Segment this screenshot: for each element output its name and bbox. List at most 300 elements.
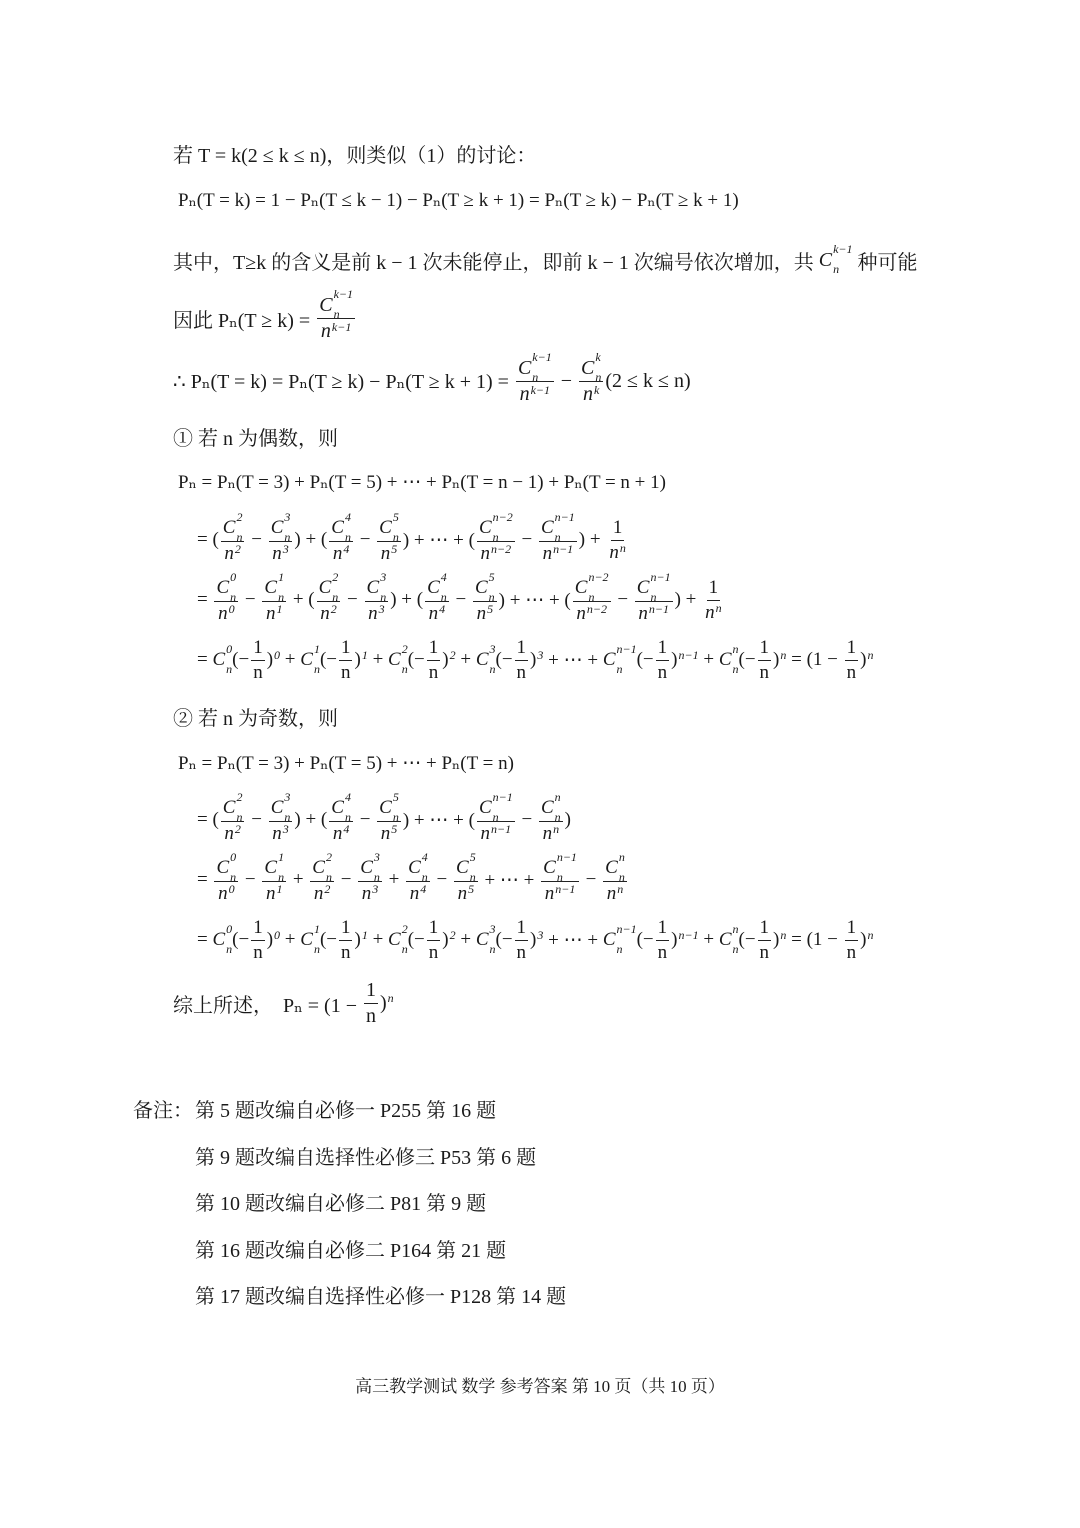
superscript: 1 (313, 642, 320, 656)
symbol-base: ) (380, 991, 387, 1014)
fraction (573, 569, 611, 625)
scripts (650, 569, 671, 604)
math-text: ) + (578, 529, 606, 550)
superscript: 3 (489, 642, 496, 656)
subscript: n (532, 370, 539, 384)
fraction (635, 569, 673, 625)
fraction-numerator (310, 849, 334, 884)
superscript: n−2 (588, 569, 609, 584)
math-text: + (383, 869, 405, 890)
math-text: − (580, 869, 602, 890)
superscript: n (867, 928, 874, 942)
math-symbol (605, 849, 625, 884)
scripts (780, 648, 787, 666)
math-symbol (314, 883, 331, 905)
superscript: 4 (343, 821, 350, 836)
fraction-numerator (269, 509, 293, 544)
math-text: ② 若 n 为奇数，则 (173, 707, 338, 730)
scripts (867, 648, 874, 666)
superscript: n (780, 928, 787, 942)
symbol-base: C (366, 576, 380, 598)
fraction-numerator (758, 637, 772, 661)
math-symbol (478, 789, 513, 824)
text-line (197, 910, 873, 970)
scripts (586, 601, 607, 620)
scripts (469, 849, 476, 884)
math-text: − (342, 589, 363, 610)
fraction-numerator (365, 569, 389, 604)
math-text: 1 (516, 636, 527, 658)
math-symbol (218, 883, 235, 905)
symbol-base: n (332, 542, 343, 564)
scripts (449, 928, 456, 946)
math-text: = (197, 589, 213, 610)
superscript: 1 (278, 569, 285, 584)
scripts (274, 648, 281, 666)
superscript: n−1 (556, 849, 577, 864)
math-symbol (773, 649, 786, 671)
superscript: 4 (343, 541, 350, 556)
math-text: − (431, 869, 452, 890)
superscript: 1 (276, 601, 283, 616)
fraction (310, 849, 334, 905)
fraction-numerator (473, 569, 497, 604)
math-symbol (368, 603, 385, 625)
math-text: 1 (612, 516, 623, 538)
symbol-base: C (540, 796, 554, 818)
math-text: − (612, 589, 633, 610)
superscript: n−2 (491, 541, 512, 556)
math-text: ) + ⋯ + ( (498, 589, 571, 611)
symbol-base: ) (773, 929, 780, 950)
superscript: 3 (284, 509, 291, 524)
math-symbol (818, 242, 853, 276)
superscript: 4 (344, 789, 351, 804)
fraction-numerator (656, 637, 670, 661)
math-symbol (388, 922, 408, 956)
fraction-denominator (216, 882, 237, 905)
math-text: 1 (708, 576, 719, 598)
superscript: 2 (324, 881, 331, 896)
fraction-denominator (251, 661, 265, 684)
superscript: 0 (274, 928, 281, 942)
fraction-numerator (251, 917, 265, 941)
math-symbol (264, 849, 285, 884)
symbol-base: C (388, 929, 401, 950)
superscript: 2 (236, 789, 243, 804)
fraction-denominator (758, 661, 772, 684)
symbol-base: n (609, 541, 619, 563)
fraction (427, 637, 441, 684)
scripts (468, 881, 475, 900)
superscript: 2 (234, 821, 241, 836)
fraction-numerator (707, 577, 721, 601)
math-symbol (300, 922, 320, 956)
scripts (236, 509, 243, 544)
fraction (329, 509, 353, 565)
math-text: Pₙ = Pₙ(T = 3) + Pₙ(T = 5) + ⋯ + Pₙ(T = n − 1) + Pₙ(T = n + 1) (178, 471, 666, 493)
symbol-base: C (264, 856, 278, 878)
symbol-base: C (312, 856, 325, 878)
subscript: n (333, 307, 340, 321)
scripts (236, 789, 243, 824)
math-text: − (450, 589, 471, 610)
symbol-base: n (224, 542, 234, 564)
fraction (339, 637, 353, 684)
scripts (491, 821, 512, 840)
math-text: 1 (428, 636, 439, 658)
superscript: k−1 (530, 382, 551, 397)
subscript: n (554, 529, 561, 544)
superscript: 5 (392, 789, 399, 804)
math-symbol (270, 509, 291, 544)
scripts (732, 642, 739, 676)
fraction (845, 637, 859, 684)
text-line (173, 351, 691, 411)
fraction-numerator (515, 917, 529, 941)
subscript: n (401, 662, 408, 676)
math-symbol (354, 929, 367, 951)
math-text: (2 ≤ k ≤ n) (605, 369, 691, 392)
fraction (515, 917, 529, 964)
math-symbol (379, 789, 399, 824)
superscript: 0 (274, 648, 281, 662)
superscript: n−1 (650, 569, 671, 584)
fraction-denominator (318, 602, 339, 625)
math-text: 1 (657, 916, 668, 938)
fraction (516, 350, 554, 406)
symbol-base: n (480, 542, 491, 564)
fraction-denominator (312, 882, 333, 905)
subscript: n (236, 529, 243, 544)
math-symbol (408, 849, 428, 884)
subscript: n (284, 529, 291, 544)
fraction-denominator (479, 542, 514, 565)
math-symbol (429, 603, 446, 625)
math-symbol (222, 509, 243, 544)
symbol-base: n (218, 882, 228, 904)
superscript: 0 (228, 601, 235, 616)
fraction-denominator (251, 941, 265, 964)
math-symbol (360, 849, 380, 884)
fraction-denominator (319, 319, 353, 343)
math-symbol (481, 823, 512, 845)
math-text: = (1 − (786, 649, 843, 670)
scripts (284, 509, 291, 544)
scripts (344, 509, 351, 544)
symbol-base: C (388, 649, 401, 670)
math-text: − (354, 809, 376, 830)
symbol-base: n (320, 320, 331, 342)
math-text: − (516, 809, 537, 830)
fraction-denominator (427, 941, 441, 964)
math-text: + ⋯ + (543, 929, 603, 951)
fraction (427, 917, 441, 964)
scripts (420, 881, 427, 900)
fraction-denominator (379, 822, 400, 845)
math-text: + (455, 649, 476, 670)
fraction (703, 577, 724, 624)
math-symbol (477, 603, 494, 625)
math-text: 因此 Pₙ(T ≥ k) = (173, 309, 316, 332)
scripts (276, 881, 283, 900)
superscript: 2 (332, 569, 339, 584)
superscript: 0 (230, 569, 237, 584)
symbol-base: C (478, 516, 492, 538)
scripts (867, 928, 874, 946)
fraction (425, 569, 449, 625)
math-text: + ⋯ + (479, 869, 540, 891)
scripts (234, 541, 241, 560)
fraction-denominator (758, 941, 772, 964)
fraction-numerator (539, 509, 577, 544)
subscript: n (226, 942, 233, 956)
subscript: n (618, 869, 625, 884)
subscript: n (469, 869, 476, 884)
fraction-denominator (364, 1004, 378, 1028)
superscript: 5 (391, 821, 398, 836)
fraction-numerator (262, 569, 286, 604)
fraction-numerator (539, 789, 563, 824)
math-symbol (475, 922, 496, 956)
math-symbol (312, 849, 332, 884)
subscript: n (488, 589, 495, 604)
superscript: n−1 (648, 601, 669, 616)
superscript: k−1 (331, 319, 352, 334)
fraction-numerator (377, 509, 401, 544)
superscript: 0 (228, 881, 235, 896)
symbol-base: n (544, 882, 555, 904)
fraction-numerator (477, 789, 515, 824)
scripts (616, 642, 637, 676)
fraction (656, 637, 670, 684)
math-text: ) + ⋯ + ( (402, 529, 475, 551)
fraction-numerator (515, 637, 529, 661)
fraction-numerator (269, 789, 293, 824)
fraction-denominator (475, 602, 496, 625)
text-line (173, 288, 357, 348)
symbol-base: n (224, 822, 234, 844)
math-text: ∴ Pₙ(T = k) = Pₙ(T ≥ k) − Pₙ(T ≥ k + 1) = (173, 370, 514, 393)
page-footer: 高三教学测试 数学 参考答案 第 10 页（共 10 页） (355, 1377, 725, 1396)
symbol-base: ) (354, 649, 361, 670)
math-text: = (197, 929, 213, 950)
math-symbol (478, 509, 513, 544)
fraction-numerator (454, 849, 478, 884)
math-text: 1 (759, 636, 770, 658)
superscript: n (618, 849, 625, 864)
fraction-denominator (518, 382, 552, 406)
scripts (282, 541, 289, 560)
symbol-base: n (409, 882, 420, 904)
scripts (230, 849, 237, 884)
scripts (678, 648, 699, 666)
fraction-denominator (270, 542, 291, 565)
math-text: n (657, 941, 668, 963)
symbol-base: C (456, 856, 469, 878)
subscript: n (833, 262, 840, 276)
math-symbol (264, 569, 285, 604)
fraction (214, 569, 238, 625)
math-symbol (388, 642, 408, 676)
math-text: n (428, 661, 439, 683)
scripts (324, 881, 331, 900)
math-symbol (442, 929, 455, 951)
math-text: + (455, 929, 476, 950)
fraction-numerator (845, 637, 859, 661)
text-line (197, 510, 630, 570)
scripts (401, 642, 408, 676)
symbol-base: n (457, 882, 468, 904)
symbol-base: n (476, 602, 487, 624)
math-text: (− (495, 649, 513, 670)
fraction-numerator (573, 569, 611, 604)
superscript: k (594, 382, 600, 397)
symbol-base: C (331, 516, 344, 538)
subscript: n (332, 589, 339, 604)
fraction-denominator (331, 542, 352, 565)
fraction-denominator (543, 882, 578, 905)
fraction (317, 569, 341, 625)
math-text: n (846, 661, 857, 683)
scripts (378, 601, 385, 620)
math-symbol (543, 849, 577, 884)
fraction (214, 849, 238, 905)
math-text: 1 (253, 916, 263, 938)
note-item: 第 10 题改编自必修二 P81 第 9 题 (195, 1193, 487, 1215)
fraction-denominator (845, 941, 859, 964)
math-text: n (516, 661, 527, 683)
scripts (330, 601, 337, 620)
fraction (377, 789, 401, 845)
superscript: 4 (420, 881, 427, 896)
scripts (387, 991, 394, 1009)
scripts (616, 922, 637, 956)
superscript: 3 (284, 789, 291, 804)
scripts (276, 601, 283, 620)
math-text: = (1 − (786, 929, 843, 950)
note-item: 第 5 题改编自必修一 P255 第 16 题 (195, 1100, 497, 1122)
math-symbol (354, 649, 367, 671)
fraction-numerator (262, 849, 286, 884)
scripts (554, 789, 561, 824)
math-symbol (636, 569, 671, 604)
symbol-base: C (718, 649, 732, 670)
symbol-base: C (818, 248, 833, 271)
math-text: 1 (253, 636, 263, 658)
math-text: = ( (197, 529, 219, 550)
subscript: n (373, 869, 380, 884)
fraction-denominator (331, 822, 352, 845)
fraction-numerator (541, 849, 579, 884)
fraction (339, 917, 353, 964)
math-text: 1 (340, 636, 351, 658)
symbol-base: n (313, 882, 324, 904)
symbol-base: n (583, 383, 593, 405)
scripts (489, 922, 496, 956)
math-text: n (759, 661, 770, 683)
fraction-denominator (366, 602, 387, 625)
fraction-numerator (221, 509, 245, 544)
fraction-numerator (845, 917, 859, 941)
symbol-base: n (265, 882, 276, 904)
subscript: n (616, 942, 623, 956)
fraction-denominator (605, 882, 626, 905)
text-line (178, 733, 514, 793)
scripts (449, 648, 456, 666)
scripts (401, 922, 408, 956)
scripts (487, 601, 494, 620)
fraction (377, 509, 401, 565)
symbol-base: n (272, 822, 282, 844)
fraction (221, 789, 245, 845)
symbol-base: C (636, 576, 650, 598)
math-text: − (240, 589, 261, 610)
superscript: 5 (469, 849, 476, 864)
fraction-numerator (406, 849, 430, 884)
fraction-denominator (408, 882, 429, 905)
superscript: k (595, 350, 601, 364)
symbol-base: C (216, 856, 230, 878)
math-text: 1 (428, 916, 439, 938)
symbol-base: C (605, 856, 618, 878)
math-symbol (379, 509, 399, 544)
math-text: (− (636, 649, 654, 670)
fraction-denominator (515, 941, 529, 964)
math-symbol (266, 603, 283, 625)
math-text: + (280, 649, 301, 670)
subscript: n (344, 529, 351, 544)
fraction-denominator (264, 602, 285, 625)
superscript: n−1 (678, 648, 699, 662)
fraction (603, 849, 627, 905)
math-symbol (380, 992, 394, 1015)
scripts (331, 319, 352, 338)
fraction (269, 789, 293, 845)
math-symbol (410, 883, 427, 905)
math-text: n (846, 941, 857, 963)
symbol-base: C (602, 649, 616, 670)
scripts (313, 922, 320, 956)
superscript: 1 (361, 648, 368, 662)
symbol-base: n (361, 882, 372, 904)
text-line (178, 452, 666, 512)
superscript: 3 (537, 648, 544, 662)
superscript: n−1 (616, 642, 637, 656)
math-symbol (381, 823, 398, 845)
superscript: 4 (439, 601, 446, 616)
math-text: + ( (288, 589, 315, 610)
math-text: 种可能 (852, 251, 918, 274)
fraction-denominator (636, 602, 671, 625)
superscript: 3 (378, 601, 385, 616)
math-symbol (530, 649, 543, 671)
symbol-base: C (331, 796, 344, 818)
math-symbol (540, 509, 575, 544)
scripts (588, 569, 609, 604)
superscript: 3 (372, 881, 379, 896)
symbol-base: C (379, 516, 392, 538)
superscript: 1 (361, 928, 368, 942)
math-text: 1 (657, 636, 668, 658)
math-text: − (246, 809, 267, 830)
fraction-numerator (579, 350, 603, 384)
symbol-base: C (379, 796, 392, 818)
superscript: 2 (401, 922, 408, 936)
scripts (553, 821, 560, 840)
superscript: 1 (313, 922, 320, 936)
symbol-base: n (606, 882, 617, 904)
